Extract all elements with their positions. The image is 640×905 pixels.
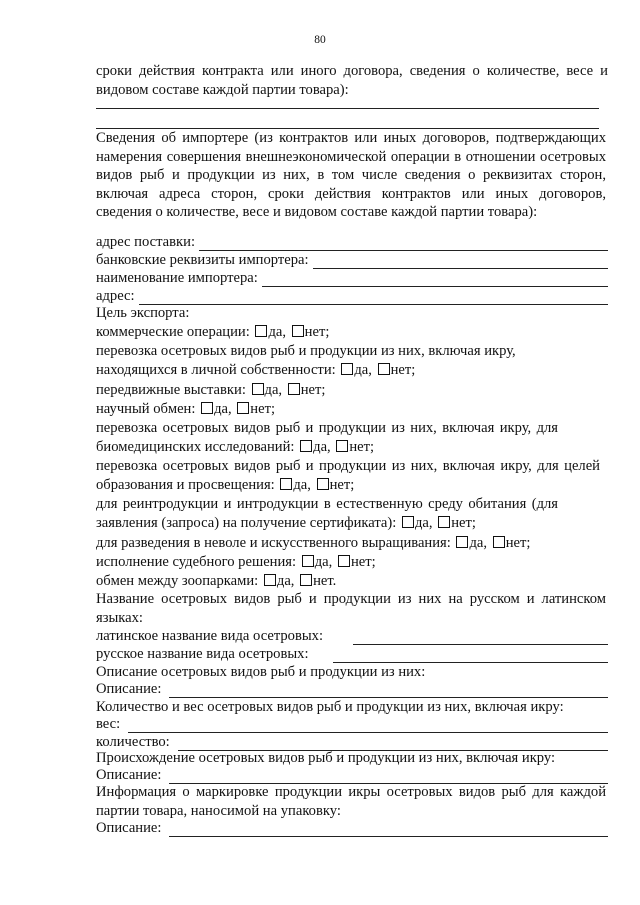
no-label: нет; [390,362,416,378]
no-label: нет; [250,401,276,417]
checkbox-education-no[interactable] [317,478,329,490]
yes-label: да, [293,477,311,493]
russian-name-line[interactable] [333,649,608,663]
intro-line-2: видовом составе каждой партии товара): [96,82,349,98]
no-label: нет; [451,515,476,531]
quantity-heading: Количество и вес осетровых видов рыб и продукции из них, включая икру: [96,699,564,715]
weight-label: вес: [96,716,121,732]
checkbox-captivity-yes[interactable] [456,536,468,548]
no-label: нет; [505,535,531,551]
weight-field[interactable] [96,715,608,733]
purpose-exhibitions [96,381,608,399]
page-number: 80 [314,34,326,46]
purpose-court-label: исполнение судебного решения: [96,554,297,570]
description-field[interactable] [96,680,608,698]
description-label: Описание: [96,681,162,697]
purpose-science [96,400,608,418]
purpose-court [96,553,608,571]
purpose-captivity-label: для разведения в неволе и искусственного выращивания: [96,535,451,551]
importer-info-paragraph: Сведения об импортере (из контрактов или иных договоров, подтверждающих намерения совершения внешнеэкономической операции в отношении осетровых видов рыб и продукции из них, в том числе сведения о реквизитах сторон, включая адреса сторон, сроки действия контрактов или иных договоров, сведения о количестве, весе и видовом составе каждой партии товара): [96,130,606,221]
origin-label: Описание: [96,767,162,783]
intro-line-1: сроки действия контракта или иного договора, сведения о количестве, весе и [96,63,608,79]
yes-label: да, [264,382,283,398]
checkbox-personal-no[interactable] [378,363,390,375]
yes-label: да, [214,401,232,417]
checkbox-biomed-yes[interactable] [300,440,312,452]
yes-label: да, [354,362,372,378]
count-label: количество: [96,734,170,750]
russian-name-field[interactable] [96,645,608,663]
purpose-heading: Цель экспорта: [96,305,190,321]
origin-field[interactable] [96,766,608,784]
checkbox-science-no[interactable] [237,402,249,414]
checkbox-exhibitions-no[interactable] [288,383,300,395]
yes-label: да, [314,554,333,570]
checkbox-reintro-no[interactable] [438,516,450,528]
purpose-commercial-label: коммерческие операции: [96,324,250,340]
address-label: адрес: [96,288,135,304]
delivery-address-field[interactable] [96,233,608,251]
address-line[interactable] [139,291,608,305]
checkbox-captivity-no[interactable] [493,536,505,548]
no-label: нет; [350,554,376,570]
checkbox-personal-yes[interactable] [341,363,353,375]
purpose-zoo-label: обмен между зоопарками: [96,573,259,589]
purpose-education-line-1: перевозка осетровых видов рыб и продукции из них, включая икру, для целей [96,458,600,474]
checkbox-court-no[interactable] [338,555,350,567]
yes-label: да, [469,535,488,551]
yes-label: да, [313,439,331,455]
purpose-captivity [96,534,608,552]
purpose-science-label: научный обмен: [96,401,196,417]
no-label: нет; [300,382,326,398]
latin-name-field[interactable] [96,627,608,645]
purpose-reintro-label: заявления (запроса) на получение сертификата): [96,515,397,531]
bank-details-field[interactable] [96,251,608,269]
species-heading: Название осетровых видов рыб и продукции из них на русском и латинском языках: [96,591,606,626]
purpose-personal-line-1: перевозка осетровых видов рыб и продукции из них, включая икру, [96,343,516,359]
importer-name-field[interactable] [96,269,608,287]
no-label: нет. [313,573,337,589]
checkbox-reintro-yes[interactable] [402,516,414,528]
checkbox-biomed-no[interactable] [336,440,348,452]
yes-label: да, [414,515,433,531]
yes-label: да, [268,324,286,340]
no-label: нет; [349,439,375,455]
marking-label: Описание: [96,820,162,836]
purpose-exhibitions-label: передвижные выставки: [96,382,246,398]
purpose-education [96,476,608,494]
address-field[interactable] [96,287,608,305]
description-line[interactable] [169,684,608,698]
purpose-zoo [96,572,608,590]
latin-name-label: латинское название вида осетровых: [96,628,324,644]
importer-name-line[interactable] [262,273,608,287]
purpose-commercial [96,323,608,341]
latin-name-line[interactable] [353,631,608,645]
bank-details-label: банковские реквизиты импортера: [96,252,309,268]
weight-line[interactable] [128,719,608,733]
bank-details-line[interactable] [313,255,608,269]
purpose-personal-label: находящихся в личной собственности: [96,362,336,378]
checkbox-commercial-yes[interactable] [255,325,267,337]
checkbox-science-yes[interactable] [201,402,213,414]
purpose-biomed-line-1: перевозка осетровых видов рыб и продукции из них, включая икру, для [96,420,558,436]
checkbox-education-yes[interactable] [280,478,292,490]
blank-line-1[interactable] [96,108,599,109]
purpose-reintro-line-1: для реинтродукции и интродукции в естественную среду обитания (для [96,496,558,512]
no-label: нет; [329,477,355,493]
delivery-address-line[interactable] [199,237,608,251]
marking-line[interactable] [169,823,608,837]
no-label: нет; [304,324,330,340]
checkbox-exhibitions-yes[interactable] [252,383,264,395]
checkbox-court-yes[interactable] [302,555,314,567]
purpose-biomed-label: биомедицинских исследований: [96,439,295,455]
purpose-reintro [96,514,608,532]
origin-line[interactable] [169,770,608,784]
importer-name-label: наименование импортера: [96,270,258,286]
checkbox-commercial-no[interactable] [292,325,304,337]
purpose-personal [96,361,608,379]
purpose-biomed [96,438,608,456]
yes-label: да, [276,573,295,589]
delivery-address-label: адрес поставки: [96,234,195,250]
description-heading: Описание осетровых видов рыб и продукции из них: [96,664,426,680]
russian-name-label: русское название вида осетровых: [96,646,309,662]
purpose-education-label: образования и просвещения: [96,477,275,493]
marking-field[interactable] [96,819,608,837]
marking-heading: Информация о маркировке продукции икры осетровых видов рыб для каждой партии товара, наносимой на упаковку: [96,784,606,819]
checkbox-zoo-no[interactable] [300,574,312,586]
origin-heading: Происхождение осетровых видов рыб и продукции из них, включая икру: [96,750,556,766]
checkbox-zoo-yes[interactable] [264,574,276,586]
